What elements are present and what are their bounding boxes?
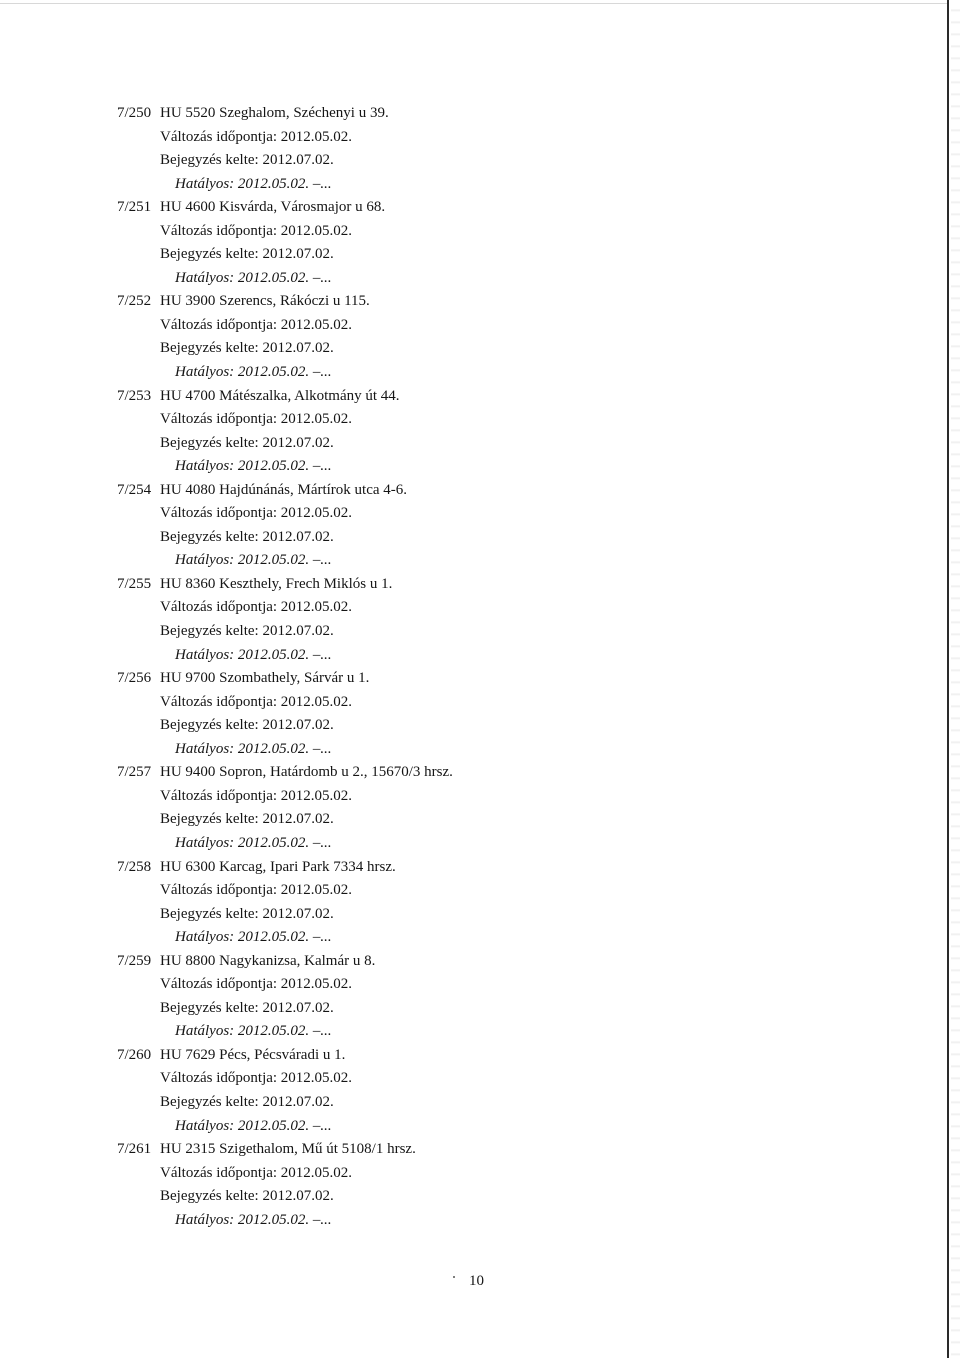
- entry-address: HU 8800 Nagykanizsa, Kalmár u 8.: [160, 952, 376, 969]
- entry-address: HU 5520 Szeghalom, Széchenyi u 39.: [160, 105, 389, 121]
- entry-address: HU 4700 Mátészalka, Alkotmány út 44.: [160, 387, 400, 404]
- entry-registration-date: Bejegyzés kelte: 2012.07.02.: [160, 905, 334, 922]
- page-number: 10: [469, 1273, 484, 1289]
- entry-change-date: Változás időpontja: 2012.05.02.: [160, 787, 353, 804]
- entry-change-date: Változás időpontja: 2012.05.02.: [160, 222, 353, 239]
- entry-address: HU 4600 Kisvárda, Városmajor u 68.: [160, 199, 386, 216]
- register-entry: [117, 479, 917, 573]
- entry-registration-date: Bejegyzés kelte: 2012.07.02.: [160, 623, 334, 640]
- scan-top-edge: [0, 3, 948, 4]
- entry-address: HU 9400 Sopron, Határdomb u 2., 15670/3 hrsz.: [160, 764, 453, 781]
- entry-change-date: Változás időpontja: 2012.05.02.: [160, 316, 353, 333]
- scan-speck: [453, 1276, 455, 1278]
- register-entry: [117, 950, 917, 1044]
- entry-effective: Hatályos: 2012.05.02. –...: [175, 834, 332, 851]
- entry-number: 7/257: [117, 764, 152, 781]
- entry-number: 7/251: [117, 199, 152, 216]
- entry-address: HU 4080 Hajdúnánás, Mártírok utca 4-6.: [160, 481, 408, 498]
- entry-number: 7/254: [117, 481, 152, 498]
- entry-change-date: Változás időpontja: 2012.05.02.: [160, 1070, 353, 1087]
- entry-effective: Hatályos: 2012.05.02. –...: [175, 740, 332, 757]
- entry-registration-date: Bejegyzés kelte: 2012.07.02.: [160, 1093, 334, 1110]
- register-entry: [117, 196, 917, 290]
- entry-heading: [117, 1138, 917, 1162]
- entry-heading: [117, 761, 917, 785]
- entry-heading: [117, 950, 917, 974]
- entry-change-date: Változás időpontja: 2012.05.02.: [160, 505, 353, 522]
- entry-number: 7/261: [117, 1141, 152, 1158]
- entry-number: 7/259: [117, 952, 152, 969]
- entry-address: HU 8360 Keszthely, Frech Miklós u 1.: [160, 575, 393, 592]
- entry-number: 7/253: [117, 387, 152, 404]
- entry-effective: Hatályos: 2012.05.02. –...: [175, 552, 332, 569]
- entry-registration-date: Bejegyzés kelte: 2012.07.02.: [160, 999, 334, 1016]
- entry-change-date: Változás időpontja: 2012.05.02.: [160, 599, 353, 616]
- entry-change-date: Változás időpontja: 2012.05.02.: [160, 411, 353, 428]
- entry-heading: [117, 290, 917, 314]
- entry-registration-date: Bejegyzés kelte: 2012.07.02.: [160, 1188, 334, 1205]
- entry-effective: Hatályos: 2012.05.02. –...: [175, 1023, 332, 1040]
- entry-effective: Hatályos: 2012.05.02. –...: [175, 1117, 332, 1134]
- entry-effective: Hatályos: 2012.05.02. –...: [175, 929, 332, 946]
- entry-address: HU 2315 Szigethalom, Mű út 5108/1 hrsz.: [160, 1141, 416, 1158]
- entry-address: HU 7629 Pécs, Pécsváradi u 1.: [160, 1046, 346, 1063]
- register-entry: [117, 102, 917, 196]
- entry-effective: Hatályos: 2012.05.02. –...: [175, 646, 332, 663]
- register-entry: [117, 1138, 917, 1232]
- entry-effective: Hatályos: 2012.05.02. –...: [175, 269, 332, 286]
- register-entry: [117, 385, 917, 479]
- entry-address: HU 6300 Karcag, Ipari Park 7334 hrsz.: [160, 858, 396, 875]
- register-entry: [117, 290, 917, 384]
- register-entries: [117, 102, 917, 1232]
- entry-heading: [117, 385, 917, 409]
- entry-registration-date: Bejegyzés kelte: 2012.07.02.: [160, 340, 334, 357]
- entry-number: 7/260: [117, 1046, 152, 1063]
- register-entry: [117, 761, 917, 855]
- entry-heading: [117, 667, 917, 691]
- entry-registration-date: Bejegyzés kelte: 2012.07.02.: [160, 246, 334, 263]
- entry-heading: [117, 102, 917, 126]
- entry-change-date: Változás időpontja: 2012.05.02.: [160, 976, 353, 993]
- register-entry: [117, 1044, 917, 1138]
- entry-change-date: Változás időpontja: 2012.05.02.: [160, 693, 353, 710]
- entry-registration-date: Bejegyzés kelte: 2012.07.02.: [160, 717, 334, 734]
- entry-heading: [117, 196, 917, 220]
- entry-effective: Hatályos: 2012.05.02. –...: [175, 175, 332, 192]
- entry-change-date: Változás időpontja: 2012.05.02.: [160, 882, 353, 899]
- entry-number: 7/250: [117, 105, 152, 121]
- entry-address: HU 3900 Szerencs, Rákóczi u 115.: [160, 293, 370, 310]
- entry-heading: [117, 1044, 917, 1068]
- entry-heading: [117, 573, 917, 597]
- entry-heading: [117, 479, 917, 503]
- register-entry: [117, 856, 917, 950]
- entry-effective: Hatályos: 2012.05.02. –...: [175, 364, 332, 381]
- entry-change-date: Változás időpontja: 2012.05.02.: [160, 1164, 353, 1181]
- scan-edge-noise: [951, 0, 960, 1358]
- entry-address: HU 9700 Szombathely, Sárvár u 1.: [160, 670, 370, 687]
- entry-number: 7/255: [117, 575, 152, 592]
- entry-number: 7/256: [117, 670, 152, 687]
- entry-number: 7/258: [117, 858, 152, 875]
- register-entry: [117, 667, 917, 761]
- scan-right-edge: [947, 0, 949, 1358]
- entry-registration-date: Bejegyzés kelte: 2012.07.02.: [160, 811, 334, 828]
- entry-registration-date: Bejegyzés kelte: 2012.07.02.: [160, 434, 334, 451]
- entry-effective: Hatályos: 2012.05.02. –...: [175, 1211, 332, 1228]
- entry-number: 7/252: [117, 293, 152, 310]
- entry-registration-date: Bejegyzés kelte: 2012.07.02.: [160, 528, 334, 545]
- entry-registration-date: Bejegyzés kelte: 2012.07.02.: [160, 152, 334, 169]
- entry-effective: Hatályos: 2012.05.02. –...: [175, 458, 332, 475]
- entry-heading: [117, 856, 917, 880]
- register-entry: [117, 573, 917, 667]
- entry-change-date: Változás időpontja: 2012.05.02.: [160, 128, 353, 145]
